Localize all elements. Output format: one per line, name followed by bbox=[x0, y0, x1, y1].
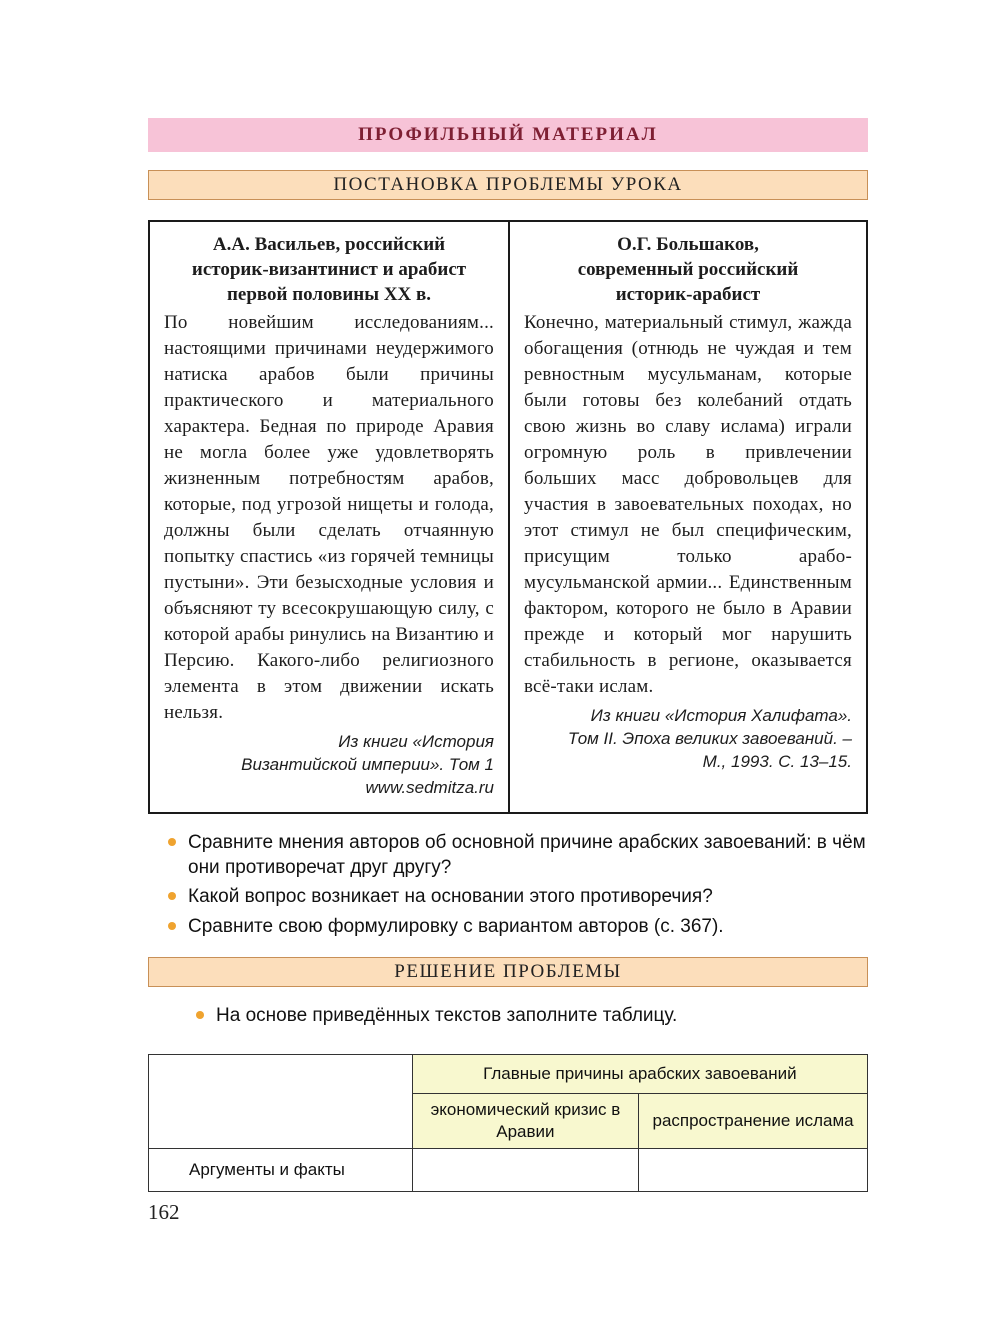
source-line: Том II. Эпоха великих завоеваний. – bbox=[567, 729, 852, 749]
quote-author-vasiliev bbox=[164, 232, 494, 307]
quote-source-bolshakov bbox=[524, 705, 852, 774]
table-empty-cell bbox=[639, 1148, 868, 1191]
quotes-table bbox=[148, 220, 868, 814]
quote-column-bolshakov bbox=[508, 222, 866, 812]
author-line: первой половины XX в. bbox=[226, 284, 432, 306]
profile-material-banner bbox=[148, 118, 868, 152]
question-item bbox=[148, 884, 868, 909]
page-content bbox=[148, 118, 868, 1192]
source-line: М., 1993. С. 13–15. bbox=[702, 752, 852, 772]
table-column-header-islam: распространение ислама bbox=[639, 1093, 868, 1148]
profile-material-banner-label: ПРОФИЛЬНЫЙ МАТЕРИАЛ bbox=[358, 124, 658, 145]
quote-column-vasiliev bbox=[150, 222, 508, 812]
source-line: www.sedmitza.ru bbox=[365, 778, 494, 798]
solution-banner bbox=[148, 957, 868, 987]
author-line: А.А. Васильев, российский bbox=[212, 234, 446, 255]
task-text: На основе приведённых текстов заполните таблицу. bbox=[216, 1004, 678, 1026]
solution-banner-label: РЕШЕНИЕ ПРОБЛЕМЫ bbox=[394, 960, 622, 982]
bullet-icon bbox=[168, 838, 176, 846]
questions-list bbox=[148, 830, 868, 938]
table-corner-cell bbox=[149, 1054, 413, 1148]
bullet-icon bbox=[196, 1011, 204, 1019]
problem-setup-banner-label: ПОСТАНОВКА ПРОБЛЕМЫ УРОКА bbox=[333, 174, 683, 195]
question-text: Сравните мнения авторов об основной причине арабских завоеваний: в чём они противоречат друг другу? bbox=[188, 832, 866, 879]
fill-in-table bbox=[148, 1054, 868, 1192]
author-line: историк-арабист bbox=[615, 284, 761, 306]
table-empty-cell bbox=[412, 1148, 638, 1191]
task-line bbox=[148, 1003, 868, 1028]
question-item bbox=[148, 914, 868, 939]
problem-setup-banner bbox=[148, 170, 868, 200]
bullet-icon bbox=[168, 922, 176, 930]
source-line: Византийской империи». Том 1 bbox=[241, 755, 494, 775]
table-main-header: Главные причины арабских завоеваний bbox=[412, 1054, 867, 1093]
quote-source-vasiliev bbox=[164, 731, 494, 800]
author-line: О.Г. Большаков, bbox=[617, 234, 759, 255]
author-line: историк-византинист и арабист bbox=[191, 259, 467, 281]
author-line: современный российский bbox=[577, 259, 799, 281]
source-line: Из книги «История bbox=[338, 732, 494, 752]
quote-author-bolshakov bbox=[524, 232, 852, 307]
table-row-label: Аргументы и факты bbox=[149, 1148, 413, 1191]
page-number: 162 bbox=[148, 1200, 180, 1224]
quote-text-vasiliev: По новейшим исследованиям... настоящими причинами неудержимого натиска арабов были причины практического и материального характера. Бедная по природе Аравия не могла более уже удовлетворять жизненным потребностям арабов, которые, под угрозой нищеты и голода, должны были сделать отчаянную попытку спастись «из горячей темницы пустыни». Эти безысходные условия и объясняют ту всесокрушающую силу, с которой арабы ринулись на Византию и Персию. Какого-либо религиозного элемента в этом движении искать нельзя. bbox=[164, 312, 494, 724]
quote-text-bolshakov: Конечно, материальный стимул, жажда обогащения (отнюдь не чуждая и тем ревностным мусульманам, которые были готовы без колебаний отдать свою жизнь во славу ислама) играли огромную роль в привлечении больших масс добровольцев для участия в завоевательных походах, но этот стимул не был специфическим, присущим только арабо-мусульманской армии... Единственным фактором, которого не было в Аравии прежде и который мог нарушить стабильность в регионе, оказывается всё-таки ислам. bbox=[524, 312, 852, 698]
question-text: Сравните свою формулировку с вариантом авторов (с. 367). bbox=[188, 915, 724, 937]
table-column-header-economic: экономический кризис в Аравии bbox=[412, 1093, 638, 1148]
bullet-icon bbox=[168, 892, 176, 900]
question-text: Какой вопрос возникает на основании этого противоречия? bbox=[188, 886, 713, 908]
source-line: Из книги «История Халифата». bbox=[590, 706, 852, 726]
question-item bbox=[148, 830, 868, 880]
